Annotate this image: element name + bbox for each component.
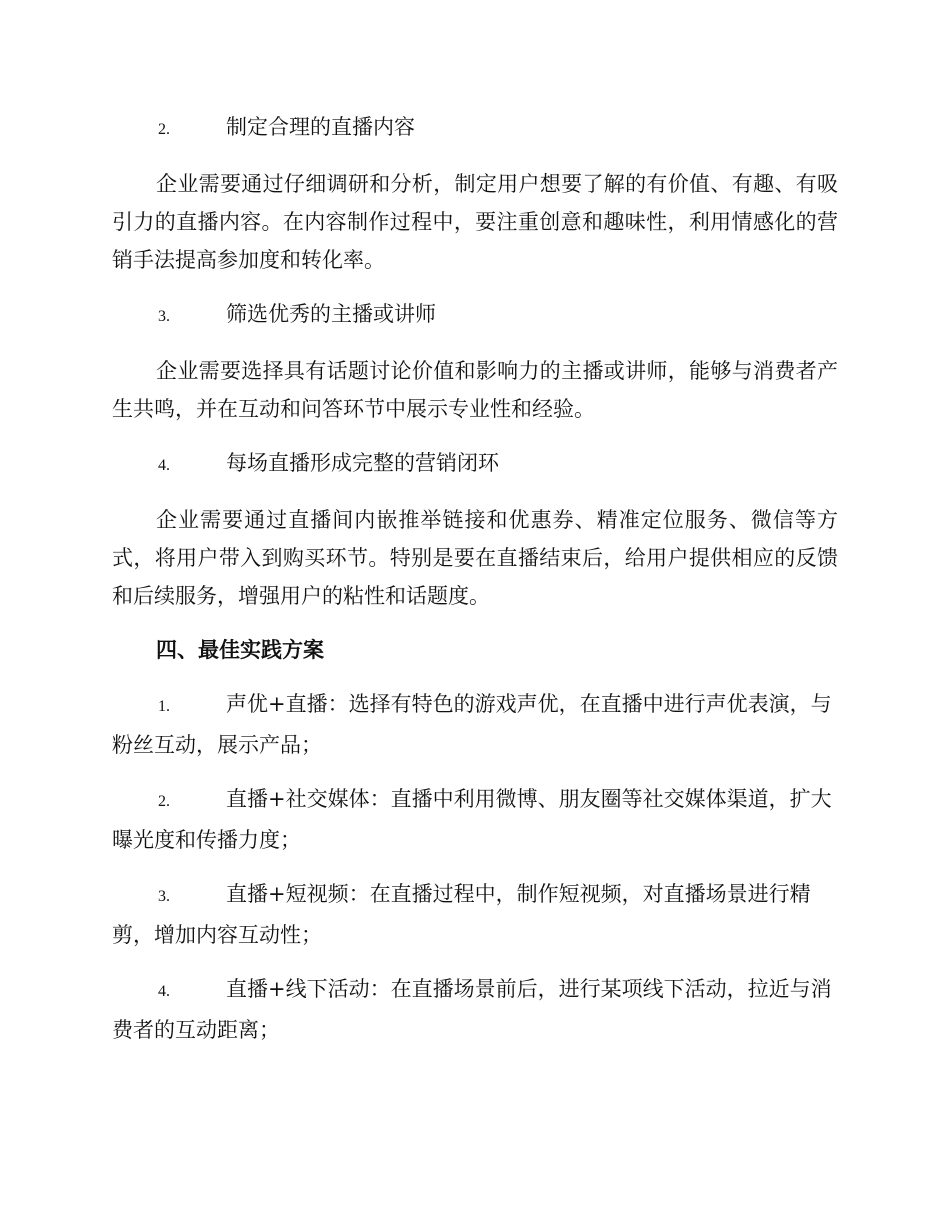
list-number: 2.	[158, 793, 170, 810]
paragraph: 企业需要选择具有话题讨论价值和影响力的主播或讲师，能够与消费者产生共鸣，并在互动和问答环节中展示专业性和经验。	[112, 359, 838, 421]
list-item	[112, 295, 838, 336]
list-item	[112, 444, 838, 485]
list-text: 直播+短视频：在直播过程中，制作短视频，对直播场景进行精剪，增加内容互动性；	[112, 882, 811, 947]
list-item	[112, 685, 838, 764]
section-heading: 四、最佳实践方案	[156, 637, 324, 662]
list-item	[112, 875, 838, 954]
paragraph: 企业需要通过直播间内嵌推举链接和优惠券、精准定位服务、微信等方式，将用户带入到购买环节。特别是要在直播结束后，给用户提供相应的反馈和后续服务，增强用户的粘性和话题度。	[112, 508, 838, 608]
list-number: 2.	[158, 121, 170, 138]
list-item	[112, 970, 838, 1049]
list-text: 直播+社交媒体：直播中利用微博、朋友圈等社交媒体渠道，扩大曝光度和传播力度；	[112, 787, 832, 852]
list-title: 筛选优秀的主播或讲师	[226, 302, 436, 326]
list-number: 4.	[158, 457, 170, 474]
paragraph: 企业需要通过仔细调研和分析，制定用户想要了解的有价值、有趣、有吸引力的直播内容。在内容制作过程中，要注重创意和趣味性，利用情感化的营销手法提高参加度和转化率。	[112, 172, 838, 272]
document-body	[112, 108, 838, 1049]
list-number: 4.	[158, 983, 170, 1000]
list-text: 直播+线下活动：在直播场景前后，进行某项线下活动，拉近与消费者的互动距离；	[112, 977, 832, 1042]
list-number: 3.	[158, 888, 170, 905]
list-text: 声优+直播：选择有特色的游戏声优，在直播中进行声优表演，与粉丝互动，展示产品；	[112, 692, 832, 757]
list-number: 1.	[158, 698, 170, 715]
list-item	[112, 108, 838, 149]
list-title: 每场直播形成完整的营销闭环	[226, 451, 499, 475]
list-title: 制定合理的直播内容	[226, 115, 415, 139]
list-item	[112, 780, 838, 859]
list-number: 3.	[158, 308, 170, 325]
